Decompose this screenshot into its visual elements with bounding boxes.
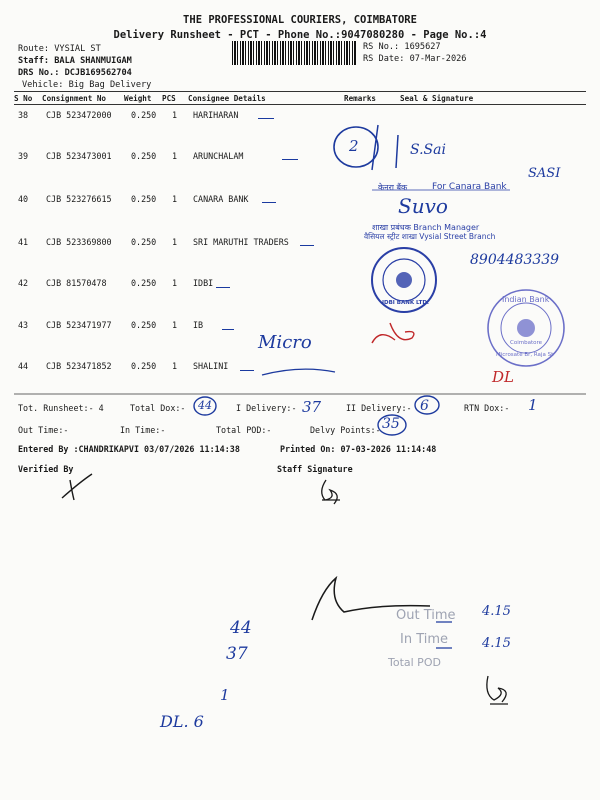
hand-delvy-points: 35	[382, 416, 400, 432]
hand-ii-delivery: 6	[420, 398, 429, 414]
row-weight: 0.250	[131, 194, 157, 204]
ink-dash	[300, 245, 314, 246]
row-consignee: SHALINI	[193, 361, 229, 371]
indian-bank-stamp-branch: Microsate Br, Raja St	[496, 352, 554, 358]
row-sno: 41	[18, 237, 29, 247]
ink-dash	[282, 159, 298, 160]
hand-sign-row40: Suvo	[398, 194, 448, 218]
row-weight: 0.250	[131, 278, 157, 288]
row-weight: 0.250	[131, 151, 157, 161]
table-row	[0, 194, 600, 234]
row-consignment: CJB 81570478	[46, 278, 107, 288]
staff-signature-label: Staff Signature	[277, 464, 353, 474]
rs-number: RS No.: 1695627	[363, 42, 441, 52]
ii-delivery-label: II Delivery:-	[346, 403, 412, 413]
row-consignment: CJB 523369800	[46, 237, 112, 247]
hand-phone-row41: 8904483339	[470, 252, 560, 268]
canara-stamp-branch: वैसियल स्ट्रीट शाखा Vysial Street Branch	[364, 232, 496, 241]
hand-sign-row39: S.Sai	[410, 142, 446, 158]
hand-count: 2	[349, 137, 359, 155]
row-pcs: 1	[172, 361, 178, 371]
row-pcs: 1	[172, 151, 178, 161]
staff-label: Staff: BALA SHANMUIGAM	[18, 56, 132, 66]
col-sno: S No	[14, 94, 33, 103]
row-pcs: 1	[172, 237, 178, 247]
printed-on: Printed On: 07-03-2026 11:14:48	[280, 444, 437, 454]
rtn-dox-label: RTN Dox:-	[464, 403, 510, 413]
total-dox-label: Total Dox:-	[130, 403, 186, 413]
table-row	[0, 110, 600, 150]
row-pcs: 1	[172, 320, 178, 330]
row-sno: 40	[18, 194, 29, 204]
row-consignee: HARIHARAN	[193, 110, 239, 120]
row-sno: 39	[18, 151, 29, 161]
canara-stamp-for: For Canara Bank	[432, 182, 507, 192]
canara-stamp-role: शाखा प्रबंधक Branch Manager	[372, 223, 480, 232]
barcode	[232, 41, 356, 65]
route-label: Route: VYSIAL ST	[18, 44, 101, 54]
hand-dl: DL	[492, 368, 514, 386]
company-title: THE PROFESSIONAL COURIERS, COIMBATORE	[183, 14, 417, 26]
ink-dash	[258, 118, 274, 119]
row-consignment: CJB 523473001	[46, 151, 112, 161]
col-consignee: Consignee Details	[188, 94, 266, 103]
col-remarks: Remarks	[344, 94, 377, 103]
row-consignee: IDBI	[193, 278, 214, 288]
verified-by-label: Verified By	[18, 464, 74, 474]
hand-in-time: 4.15	[482, 636, 511, 651]
ink-dash	[240, 370, 254, 371]
row-consignee: IB	[193, 320, 204, 330]
hand-name-row39: SASI	[528, 166, 561, 181]
indian-bank-stamp-city: Coimbatore	[510, 340, 542, 346]
col-weight: Weight	[124, 94, 152, 103]
hand-total-dox: 44	[198, 399, 212, 412]
col-consignment: Consignment No	[42, 94, 107, 103]
faded-out-time: Out Time	[396, 608, 456, 623]
hand-bottom-dl: DL. 6	[160, 712, 204, 731]
row-pcs: 1	[172, 194, 178, 204]
indian-bank-stamp-title: Indian Bank	[502, 295, 550, 304]
faded-in-time: In Time	[400, 632, 449, 647]
hand-sign-row43: Micro	[258, 332, 312, 353]
total-pod-label: Total POD:-	[216, 425, 272, 435]
hand-bottom-rtn: 1	[220, 686, 230, 704]
col-seal-signature: Seal & Signature	[400, 94, 474, 103]
row-consignment: CJB 523276615	[46, 194, 112, 204]
col-pcs: PCS	[162, 94, 176, 103]
staff-signature-mark	[322, 480, 340, 504]
verified-signature	[62, 474, 92, 500]
entered-by: Entered By :CHANDRIKAPVI 03/07/2026 11:14:38	[18, 444, 240, 454]
i-delivery-label: I Delivery:-	[236, 403, 297, 413]
row-sno: 38	[18, 110, 29, 120]
runsheet-subtitle: Delivery Runsheet - PCT - Phone No.:9047080280 - Page No.:4	[113, 29, 487, 41]
row-consignee: ARUNCHALAM	[193, 151, 244, 161]
row-consignment: CJB 523472000	[46, 110, 112, 120]
row-weight: 0.250	[131, 237, 157, 247]
row-sno: 43	[18, 320, 29, 330]
row-weight: 0.250	[131, 320, 157, 330]
out-time-label: Out Time:-	[18, 425, 69, 435]
header-rule-bottom	[14, 104, 586, 105]
header-rule-top	[14, 91, 586, 92]
delvy-points-label: Delvy Points:-	[310, 425, 381, 435]
row-pcs: 1	[172, 110, 178, 120]
rs-date: RS Date: 07-Mar-2026	[363, 54, 467, 64]
row-consignee: SRI MARUTHI TRADERS	[193, 237, 289, 247]
row-consignment: CJB 523471977	[46, 320, 112, 330]
row-pcs: 1	[172, 278, 178, 288]
in-time-label: In Time:-	[120, 425, 166, 435]
canara-stamp-hindi: केनरा बैंक	[378, 183, 408, 192]
faded-total-pod: Total POD	[388, 656, 441, 669]
hand-bottom-dox: 44	[230, 618, 252, 638]
ink-dash	[262, 202, 276, 203]
hand-i-delivery: 37	[302, 398, 322, 416]
ink-dash	[216, 287, 230, 288]
row-consignment: CJB 523471852	[46, 361, 112, 371]
row-weight: 0.250	[131, 110, 157, 120]
hand-out-time: 4.15	[482, 604, 511, 619]
ink-dash	[222, 329, 234, 330]
table-row	[0, 151, 600, 191]
drs-number: DRS No.: DCJB169562704	[18, 68, 132, 78]
row-consignee: CANARA BANK	[193, 194, 249, 204]
idbi-stamp-text: IDBI BANK LTD.	[382, 300, 429, 306]
row-sno: 44	[18, 361, 29, 371]
row-weight: 0.250	[131, 361, 157, 371]
row-sno: 42	[18, 278, 29, 288]
vehicle-label: Vehicle: Big Bag Delivery	[22, 80, 152, 90]
hand-bottom-delivery: 37	[226, 644, 248, 664]
tot-runsheet: Tot. Runsheet:- 4	[18, 403, 104, 413]
hand-rtn-dox: 1	[528, 396, 538, 414]
